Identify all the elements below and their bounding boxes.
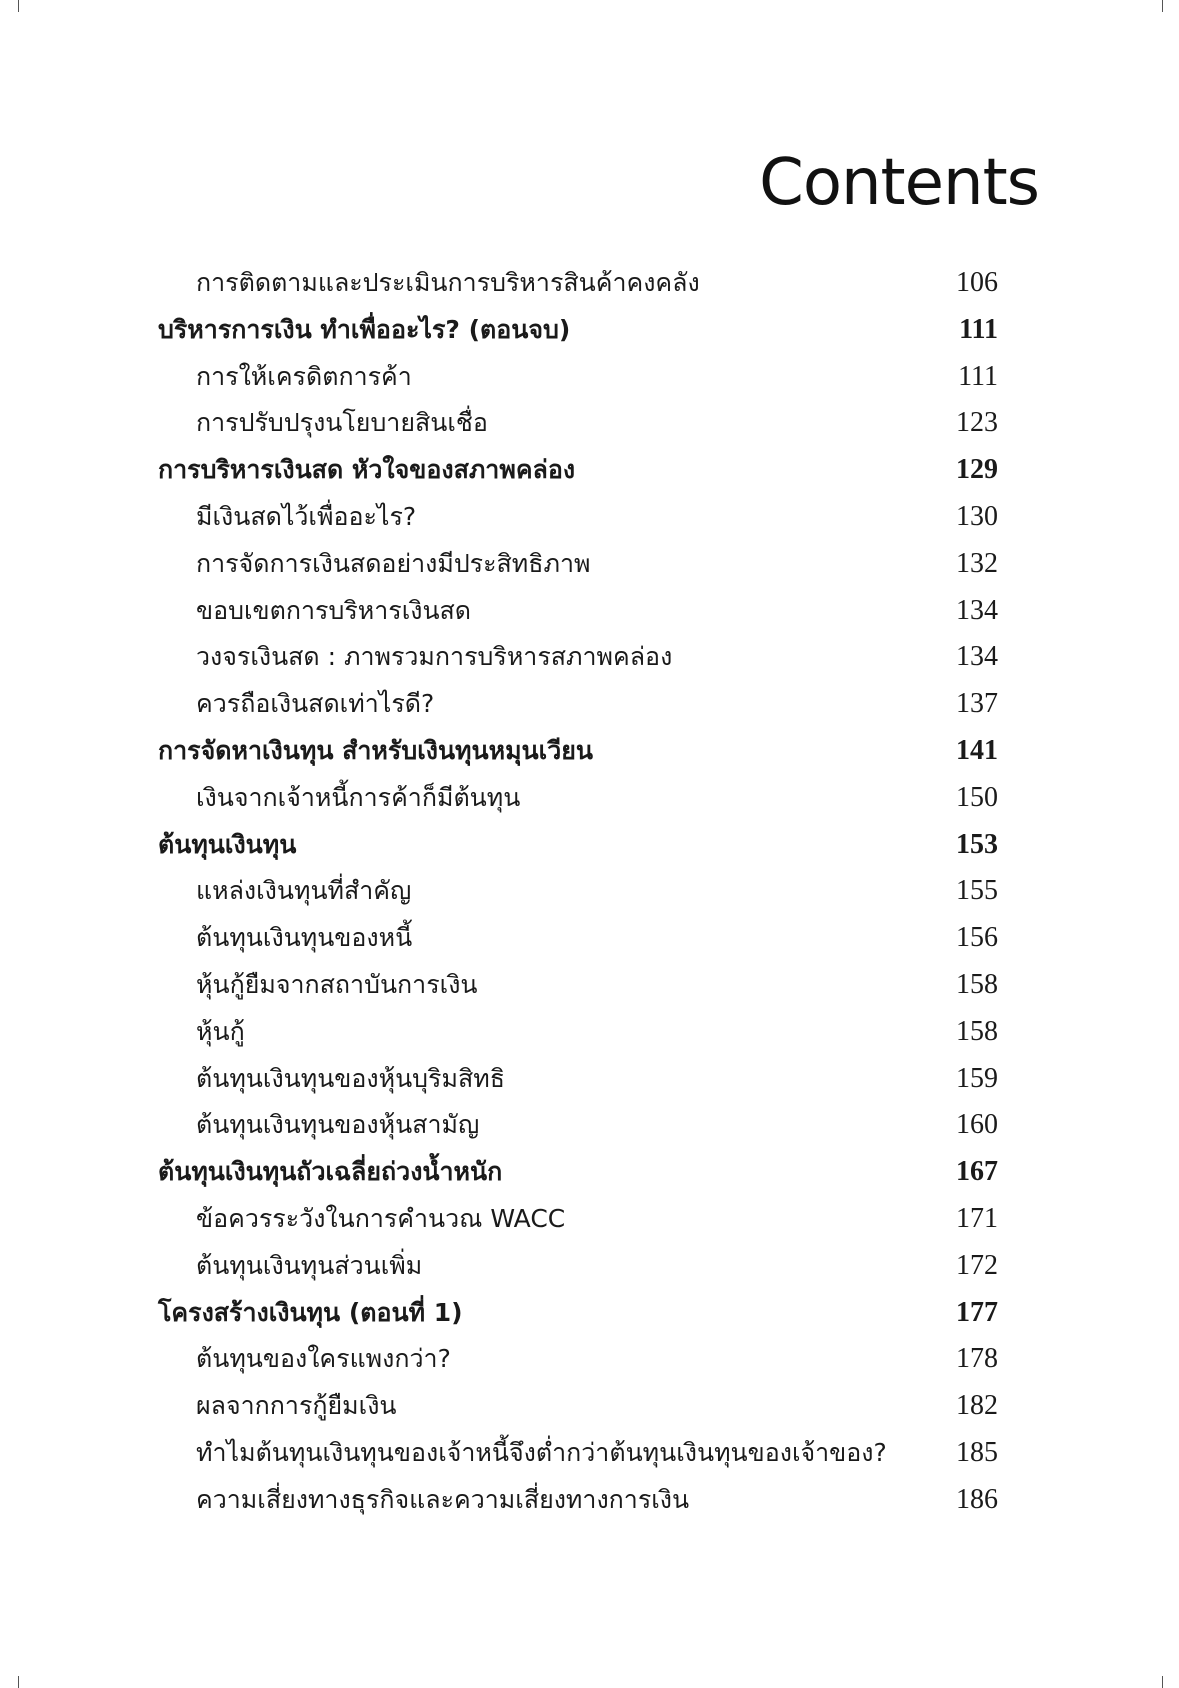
toc-chapter-entry	[158, 307, 998, 354]
crop-mark-top-right	[1162, 0, 1163, 12]
toc-page-number: 111	[959, 313, 998, 345]
toc-page-number: 155	[956, 875, 998, 907]
toc-section-entry	[158, 354, 998, 401]
toc-page-number: 153	[956, 828, 998, 860]
toc-page-number: 185	[956, 1436, 998, 1468]
toc-entry-title: ความเสี่ยงทางธุรกิจและความเสี่ยงทางการเงิน	[196, 1484, 690, 1514]
toc-entry-title: มีเงินสดไว้เพื่ออะไร?	[196, 501, 417, 531]
toc-section-entry	[158, 915, 998, 962]
toc-entry-title: การจัดหาเงินทุน สำหรับเงินทุนหมุนเวียน	[158, 735, 593, 765]
toc-entry-title: ทำไมต้นทุนเงินทุนของเจ้าหนี้จึงต่ำกว่าต้นทุนเงินทุนของเจ้าของ?	[196, 1437, 887, 1467]
toc-section-entry	[158, 962, 998, 1009]
toc-entry-title: หุ้นกู้ยืมจากสถาบันการเงิน	[196, 969, 478, 999]
toc-page-number: 159	[956, 1062, 998, 1094]
toc-section-entry	[158, 634, 998, 681]
toc-entry-title: ต้นทุนของใครแพงกว่า?	[196, 1344, 451, 1374]
toc-entry-title: แหล่งเงินทุนที่สำคัญ	[196, 876, 412, 906]
toc-section-entry	[158, 1056, 998, 1103]
toc-entry-title: ขอบเขตการบริหารเงินสด	[196, 595, 472, 625]
toc-page-number: 182	[956, 1390, 998, 1422]
toc-chapter-entry	[158, 822, 998, 869]
toc-section-entry	[158, 1336, 998, 1383]
table-of-contents	[158, 260, 998, 1524]
toc-entry-title: ต้นทุนเงินทุนของหนี้	[196, 923, 413, 953]
toc-page-number: 137	[956, 688, 998, 720]
toc-entry-title: ต้นทุนเงินทุน	[158, 829, 297, 859]
toc-page-number: 123	[956, 407, 998, 439]
toc-entry-title: ควรถือเงินสดเท่าไรดี?	[196, 689, 435, 719]
toc-section-entry	[158, 1430, 998, 1477]
toc-entry-title: โครงสร้างเงินทุน (ตอนที่ 1)	[158, 1297, 463, 1327]
toc-entry-title: ต้นทุนเงินทุนของหุ้นบุริมสิทธิ	[196, 1063, 505, 1093]
toc-section-entry	[158, 494, 998, 541]
toc-entry-title: ต้นทุนเงินทุนส่วนเพิ่ม	[196, 1250, 423, 1280]
toc-page-number: 177	[956, 1296, 998, 1328]
toc-chapter-entry	[158, 1149, 998, 1196]
toc-section-entry	[158, 681, 998, 728]
toc-section-entry	[158, 260, 998, 307]
toc-page-number: 130	[956, 500, 998, 532]
toc-page-number: 171	[956, 1202, 998, 1234]
toc-entry-title: การปรับปรุงนโยบายสินเชื่อ	[196, 408, 488, 438]
toc-page-number: 141	[956, 734, 998, 766]
toc-section-entry	[158, 1477, 998, 1524]
toc-chapter-entry	[158, 447, 998, 494]
toc-page-number: 158	[956, 1015, 998, 1047]
toc-section-entry	[158, 541, 998, 588]
toc-entry-title: การบริหารเงินสด หัวใจของสภาพคล่อง	[158, 455, 576, 485]
toc-page-number: 158	[956, 968, 998, 1000]
toc-section-entry	[158, 775, 998, 822]
toc-page-number: 132	[956, 547, 998, 579]
toc-page-number: 150	[956, 781, 998, 813]
toc-entry-title: ต้นทุนเงินทุนถัวเฉลี่ยถ่วงน้ำหนัก	[158, 1157, 503, 1187]
crop-mark-bottom-right	[1162, 1676, 1163, 1688]
toc-page-number: 186	[956, 1483, 998, 1515]
toc-page-number: 134	[956, 594, 998, 626]
toc-page-number: 111	[958, 360, 998, 392]
toc-entry-title: ข้อควรระวังในการคำนวณ WACC	[196, 1203, 566, 1233]
toc-entry-title: บริหารการเงิน ทำเพื่ออะไร? (ตอนจบ)	[158, 314, 571, 344]
toc-page-number: 167	[956, 1156, 998, 1188]
toc-page-number: 156	[956, 922, 998, 954]
toc-section-entry	[158, 1243, 998, 1290]
toc-section-entry	[158, 1009, 998, 1056]
toc-chapter-entry	[158, 728, 998, 775]
toc-section-entry	[158, 1196, 998, 1243]
crop-mark-bottom-left	[18, 1676, 19, 1688]
toc-section-entry	[158, 868, 998, 915]
toc-entry-title: เงินจากเจ้าหนี้การค้าก็มีต้นทุน	[196, 782, 521, 812]
toc-section-entry	[158, 1383, 998, 1430]
toc-entry-title: การจัดการเงินสดอย่างมีประสิทธิภาพ	[196, 548, 591, 578]
toc-entry-title: ต้นทุนเงินทุนของหุ้นสามัญ	[196, 1110, 480, 1140]
toc-page-number: 134	[956, 641, 998, 673]
toc-entry-title: วงจรเงินสด : ภาพรวมการบริหารสภาพคล่อง	[196, 642, 673, 672]
toc-entry-title: การติดตามและประเมินการบริหารสินค้าคงคลัง	[196, 268, 700, 297]
toc-section-entry	[158, 400, 998, 447]
crop-mark-top-left	[18, 0, 19, 12]
toc-entry-title: ผลจากการกู้ยืมเงิน	[196, 1391, 397, 1421]
toc-chapter-entry	[158, 1290, 998, 1337]
toc-page-number: 172	[956, 1249, 998, 1281]
toc-section-entry	[158, 588, 998, 635]
page-title: Contents	[759, 145, 1039, 220]
toc-entry-title: การให้เครดิตการค้า	[196, 361, 412, 391]
toc-page-number: 129	[956, 454, 998, 486]
toc-page-number: 106	[956, 267, 998, 298]
toc-page-number: 178	[956, 1343, 998, 1375]
toc-entry-title: หุ้นกู้	[196, 1016, 245, 1046]
toc-page-number: 160	[956, 1109, 998, 1141]
toc-section-entry	[158, 1102, 998, 1149]
